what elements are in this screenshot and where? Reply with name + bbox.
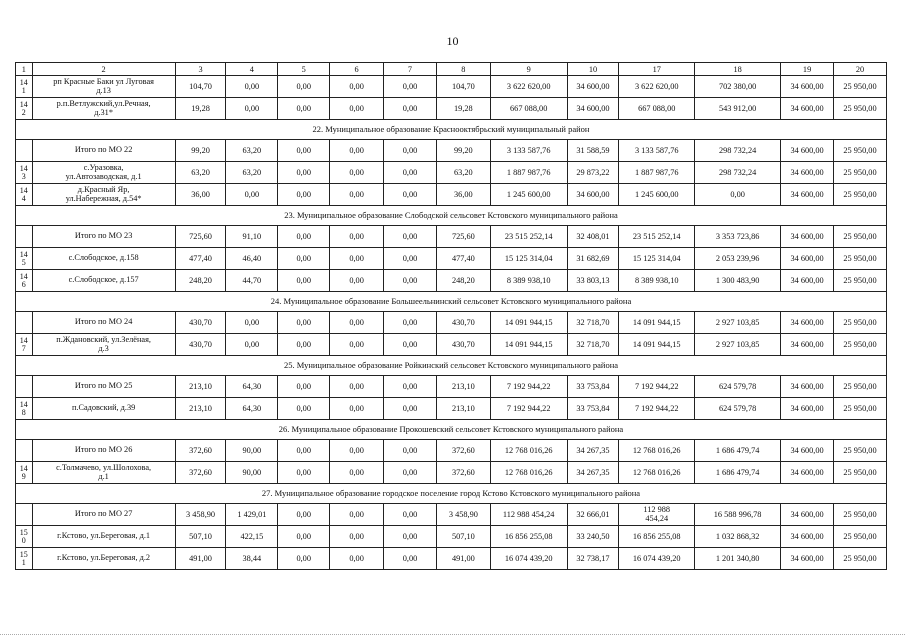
value-cell: 0,00 xyxy=(330,184,384,206)
address-cell: п.Ждановский, ул.Зелёная, д.3 xyxy=(32,334,175,356)
row-index xyxy=(16,440,33,462)
value-cell: 0,00 xyxy=(278,140,330,162)
address-cell: Итого по МО 22 xyxy=(32,140,175,162)
value-cell: 0,00 xyxy=(384,462,437,484)
value-cell: 0,00 xyxy=(330,376,384,398)
value-cell: 34 600,00 xyxy=(567,98,619,120)
column-header: 8 xyxy=(436,63,490,76)
value-cell: 25 950,00 xyxy=(834,98,887,120)
subtotal-row xyxy=(16,376,887,398)
section-heading-row xyxy=(16,206,887,226)
column-header: 5 xyxy=(278,63,330,76)
value-cell: 8 389 938,10 xyxy=(490,270,567,292)
row-index: 14 1 xyxy=(16,76,33,98)
value-cell: 34 600,00 xyxy=(781,140,834,162)
value-cell: 46,40 xyxy=(226,248,278,270)
value-cell: 0,00 xyxy=(330,334,384,356)
table-row xyxy=(16,462,887,484)
value-cell: 0,00 xyxy=(278,376,330,398)
value-cell: 34 600,00 xyxy=(781,376,834,398)
value-cell: 3 622 620,00 xyxy=(490,76,567,98)
value-cell: 34 267,35 xyxy=(567,462,619,484)
value-cell: 2 053 239,96 xyxy=(695,248,781,270)
value-cell: 2 927 103,85 xyxy=(695,312,781,334)
value-cell: 0,00 xyxy=(384,548,437,570)
row-index: 14 6 xyxy=(16,270,33,292)
value-cell: 16 074 439,20 xyxy=(490,548,567,570)
value-cell: 0,00 xyxy=(384,504,437,526)
value-cell: 36,00 xyxy=(175,184,226,206)
section-heading-row xyxy=(16,420,887,440)
value-cell: 0,00 xyxy=(330,398,384,420)
value-cell: 1 032 868,32 xyxy=(695,526,781,548)
value-cell: 0,00 xyxy=(384,76,437,98)
value-cell: 213,10 xyxy=(436,398,490,420)
section-heading: 22. Муниципальное образование Краснооктябрьский муниципальный район xyxy=(16,120,887,140)
value-cell: 1 887 987,76 xyxy=(619,162,695,184)
value-cell: 430,70 xyxy=(436,312,490,334)
value-cell: 14 091 944,15 xyxy=(490,312,567,334)
table-row xyxy=(16,398,887,420)
value-cell: 64,30 xyxy=(226,376,278,398)
value-cell: 3 133 587,76 xyxy=(490,140,567,162)
value-cell: 0,00 xyxy=(278,226,330,248)
table-row xyxy=(16,98,887,120)
value-cell: 491,00 xyxy=(436,548,490,570)
value-cell: 624 579,78 xyxy=(695,398,781,420)
value-cell: 25 950,00 xyxy=(834,270,887,292)
address-cell: Итого по МО 26 xyxy=(32,440,175,462)
column-header: 6 xyxy=(330,63,384,76)
value-cell: 0,00 xyxy=(278,504,330,526)
value-cell: 0,00 xyxy=(384,398,437,420)
value-cell: 491,00 xyxy=(175,548,226,570)
value-cell: 430,70 xyxy=(175,312,226,334)
value-cell: 99,20 xyxy=(436,140,490,162)
value-cell: 25 950,00 xyxy=(834,334,887,356)
value-cell: 90,00 xyxy=(226,440,278,462)
address-cell: Итого по МО 24 xyxy=(32,312,175,334)
section-heading-row xyxy=(16,356,887,376)
value-cell: 248,20 xyxy=(436,270,490,292)
value-cell: 34 600,00 xyxy=(781,548,834,570)
row-index xyxy=(16,140,33,162)
value-cell: 0,00 xyxy=(384,312,437,334)
value-cell: 0,00 xyxy=(330,270,384,292)
value-cell: 23 515 252,14 xyxy=(490,226,567,248)
value-cell: 0,00 xyxy=(278,98,330,120)
subtotal-row xyxy=(16,440,887,462)
value-cell: 0,00 xyxy=(226,334,278,356)
value-cell: 2 927 103,85 xyxy=(695,334,781,356)
address-cell: с.Слободское, д.157 xyxy=(32,270,175,292)
value-cell: 0,00 xyxy=(384,376,437,398)
column-header: 3 xyxy=(175,63,226,76)
value-cell: 25 950,00 xyxy=(834,76,887,98)
value-cell: 0,00 xyxy=(384,184,437,206)
value-cell: 0,00 xyxy=(278,76,330,98)
value-cell: 702 380,00 xyxy=(695,76,781,98)
value-cell: 33 803,13 xyxy=(567,270,619,292)
value-cell: 667 088,00 xyxy=(619,98,695,120)
value-cell: 298 732,24 xyxy=(695,140,781,162)
value-cell: 112 988 454,24 xyxy=(619,504,695,526)
value-cell: 90,00 xyxy=(226,462,278,484)
value-cell: 32 738,17 xyxy=(567,548,619,570)
value-cell: 0,00 xyxy=(278,184,330,206)
value-cell: 3 622 620,00 xyxy=(619,76,695,98)
table-row xyxy=(16,548,887,570)
value-cell: 14 091 944,15 xyxy=(490,334,567,356)
value-cell: 104,70 xyxy=(436,76,490,98)
value-cell: 16 856 255,08 xyxy=(490,526,567,548)
value-cell: 0,00 xyxy=(384,440,437,462)
value-cell: 63,20 xyxy=(436,162,490,184)
value-cell: 34 600,00 xyxy=(781,76,834,98)
value-cell: 3 458,90 xyxy=(175,504,226,526)
subtotal-row xyxy=(16,226,887,248)
value-cell: 14 091 944,15 xyxy=(619,312,695,334)
value-cell: 422,15 xyxy=(226,526,278,548)
value-cell: 14 091 944,15 xyxy=(619,334,695,356)
value-cell: 1 300 483,90 xyxy=(695,270,781,292)
value-cell: 624 579,78 xyxy=(695,376,781,398)
value-cell: 34 600,00 xyxy=(781,312,834,334)
section-heading-row xyxy=(16,484,887,504)
value-cell: 0,00 xyxy=(384,98,437,120)
value-cell: 15 125 314,04 xyxy=(490,248,567,270)
row-index: 14 2 xyxy=(16,98,33,120)
value-cell: 0,00 xyxy=(384,248,437,270)
value-cell: 213,10 xyxy=(175,398,226,420)
value-cell: 19,28 xyxy=(436,98,490,120)
value-cell: 372,60 xyxy=(436,462,490,484)
value-cell: 3 458,90 xyxy=(436,504,490,526)
value-cell: 0,00 xyxy=(330,504,384,526)
value-cell: 0,00 xyxy=(278,548,330,570)
value-cell: 25 950,00 xyxy=(834,140,887,162)
value-cell: 25 950,00 xyxy=(834,526,887,548)
value-cell: 0,00 xyxy=(330,548,384,570)
value-cell: 0,00 xyxy=(384,270,437,292)
table-row xyxy=(16,526,887,548)
column-header: 2 xyxy=(32,63,175,76)
row-index: 14 5 xyxy=(16,248,33,270)
row-index: 14 4 xyxy=(16,184,33,206)
row-index xyxy=(16,226,33,248)
value-cell: 507,10 xyxy=(175,526,226,548)
column-header: 20 xyxy=(834,63,887,76)
value-cell: 477,40 xyxy=(175,248,226,270)
value-cell: 34 600,00 xyxy=(781,162,834,184)
value-cell: 32 718,70 xyxy=(567,334,619,356)
value-cell: 34 600,00 xyxy=(567,184,619,206)
value-cell: 0,00 xyxy=(330,226,384,248)
table-row xyxy=(16,76,887,98)
value-cell: 64,30 xyxy=(226,398,278,420)
column-header: 10 xyxy=(567,63,619,76)
value-cell: 0,00 xyxy=(384,226,437,248)
value-cell: 63,20 xyxy=(226,162,278,184)
value-cell: 213,10 xyxy=(436,376,490,398)
value-cell: 34 600,00 xyxy=(781,462,834,484)
value-cell: 667 088,00 xyxy=(490,98,567,120)
value-cell: 112 988 454,24 xyxy=(490,504,567,526)
table-row xyxy=(16,270,887,292)
value-cell: 34 600,00 xyxy=(781,526,834,548)
value-cell: 25 950,00 xyxy=(834,376,887,398)
value-cell: 430,70 xyxy=(175,334,226,356)
value-cell: 0,00 xyxy=(384,526,437,548)
value-cell: 33 753,84 xyxy=(567,398,619,420)
value-cell: 1 245 600,00 xyxy=(490,184,567,206)
value-cell: 1 245 600,00 xyxy=(619,184,695,206)
value-cell: 34 600,00 xyxy=(567,76,619,98)
value-cell: 1 887 987,76 xyxy=(490,162,567,184)
value-cell: 31 588,59 xyxy=(567,140,619,162)
value-cell: 725,60 xyxy=(175,226,226,248)
value-cell: 8 389 938,10 xyxy=(619,270,695,292)
row-index: 14 3 xyxy=(16,162,33,184)
value-cell: 12 768 016,26 xyxy=(619,462,695,484)
value-cell: 31 682,69 xyxy=(567,248,619,270)
address-cell: г.Кстово, ул.Береговая, д.1 xyxy=(32,526,175,548)
value-cell: 33 240,50 xyxy=(567,526,619,548)
value-cell: 0,00 xyxy=(330,162,384,184)
value-cell: 0,00 xyxy=(226,312,278,334)
value-cell: 34 600,00 xyxy=(781,270,834,292)
value-cell: 0,00 xyxy=(278,462,330,484)
value-cell: 16 856 255,08 xyxy=(619,526,695,548)
value-cell: 34 600,00 xyxy=(781,98,834,120)
value-cell: 3 133 587,76 xyxy=(619,140,695,162)
value-cell: 1 686 479,74 xyxy=(695,440,781,462)
value-cell: 25 950,00 xyxy=(834,184,887,206)
value-cell: 7 192 944,22 xyxy=(490,376,567,398)
address-cell: с.Слободское, д.158 xyxy=(32,248,175,270)
value-cell: 15 125 314,04 xyxy=(619,248,695,270)
value-cell: 1 686 479,74 xyxy=(695,462,781,484)
value-cell: 29 873,22 xyxy=(567,162,619,184)
value-cell: 430,70 xyxy=(436,334,490,356)
value-cell: 34 600,00 xyxy=(781,398,834,420)
value-cell: 0,00 xyxy=(278,440,330,462)
value-cell: 25 950,00 xyxy=(834,226,887,248)
value-cell: 34 600,00 xyxy=(781,440,834,462)
value-cell: 372,60 xyxy=(175,440,226,462)
value-cell: 0,00 xyxy=(278,162,330,184)
value-cell: 44,70 xyxy=(226,270,278,292)
value-cell: 104,70 xyxy=(175,76,226,98)
register-table xyxy=(15,62,887,570)
value-cell: 63,20 xyxy=(175,162,226,184)
value-cell: 1 429,01 xyxy=(226,504,278,526)
value-cell: 477,40 xyxy=(436,248,490,270)
address-cell: с.Толмачево, ул.Шолохова, д.1 xyxy=(32,462,175,484)
value-cell: 213,10 xyxy=(175,376,226,398)
header-row xyxy=(16,63,887,76)
value-cell: 0,00 xyxy=(330,140,384,162)
row-index xyxy=(16,312,33,334)
value-cell: 38,44 xyxy=(226,548,278,570)
value-cell: 23 515 252,14 xyxy=(619,226,695,248)
value-cell: 0,00 xyxy=(330,462,384,484)
row-index: 14 8 xyxy=(16,398,33,420)
value-cell: 725,60 xyxy=(436,226,490,248)
value-cell: 19,28 xyxy=(175,98,226,120)
value-cell: 12 768 016,26 xyxy=(490,440,567,462)
column-header: 9 xyxy=(490,63,567,76)
address-cell: с.Уразовка, ул.Автозаводская, д.1 xyxy=(32,162,175,184)
column-header: 1 xyxy=(16,63,33,76)
value-cell: 25 950,00 xyxy=(834,162,887,184)
row-index: 14 9 xyxy=(16,462,33,484)
row-index: 15 0 xyxy=(16,526,33,548)
value-cell: 12 768 016,26 xyxy=(490,462,567,484)
table-row xyxy=(16,334,887,356)
value-cell: 0,00 xyxy=(226,76,278,98)
value-cell: 0,00 xyxy=(330,248,384,270)
value-cell: 7 192 944,22 xyxy=(619,398,695,420)
value-cell: 0,00 xyxy=(330,312,384,334)
value-cell: 0,00 xyxy=(278,248,330,270)
value-cell: 0,00 xyxy=(330,98,384,120)
value-cell: 0,00 xyxy=(384,162,437,184)
value-cell: 7 192 944,22 xyxy=(490,398,567,420)
section-heading: 23. Муниципальное образование Слободской сельсовет Кстовского муниципального района xyxy=(16,206,887,226)
address-cell: рп Красные Баки ул Луговая д.13 xyxy=(32,76,175,98)
address-cell: п.Садовский, д.39 xyxy=(32,398,175,420)
table-row xyxy=(16,162,887,184)
value-cell: 34 600,00 xyxy=(781,184,834,206)
value-cell: 0,00 xyxy=(278,526,330,548)
value-cell: 0,00 xyxy=(330,440,384,462)
value-cell: 25 950,00 xyxy=(834,548,887,570)
section-heading: 25. Муниципальное образование Ройкинский сельсовет Кстовского муниципального района xyxy=(16,356,887,376)
row-index xyxy=(16,504,33,526)
value-cell: 33 753,84 xyxy=(567,376,619,398)
value-cell: 0,00 xyxy=(278,270,330,292)
address-cell: р.п.Ветлужский,ул.Речная, д.31* xyxy=(32,98,175,120)
value-cell: 32 408,01 xyxy=(567,226,619,248)
value-cell: 3 353 723,86 xyxy=(695,226,781,248)
section-heading: 24. Муниципальное образование Большеельнинский сельсовет Кстовского муниципального района xyxy=(16,292,887,312)
address-cell: г.Кстово, ул.Береговая, д.2 xyxy=(32,548,175,570)
value-cell: 0,00 xyxy=(330,526,384,548)
value-cell: 99,20 xyxy=(175,140,226,162)
value-cell: 0,00 xyxy=(695,184,781,206)
value-cell: 25 950,00 xyxy=(834,504,887,526)
value-cell: 0,00 xyxy=(226,98,278,120)
section-heading: 26. Муниципальное образование Прокошевский сельсовет Кстовского муниципального района xyxy=(16,420,887,440)
column-header: 19 xyxy=(781,63,834,76)
value-cell: 543 912,00 xyxy=(695,98,781,120)
address-cell: Итого по МО 25 xyxy=(32,376,175,398)
address-cell: Итого по МО 27 xyxy=(32,504,175,526)
value-cell: 25 950,00 xyxy=(834,248,887,270)
scan-edge xyxy=(0,634,905,638)
value-cell: 34 267,35 xyxy=(567,440,619,462)
table-row xyxy=(16,184,887,206)
value-cell: 91,10 xyxy=(226,226,278,248)
row-index: 15 1 xyxy=(16,548,33,570)
value-cell: 0,00 xyxy=(278,398,330,420)
value-cell: 0,00 xyxy=(278,312,330,334)
page-number: 10 xyxy=(446,34,459,48)
value-cell: 32 666,01 xyxy=(567,504,619,526)
value-cell: 34 600,00 xyxy=(781,248,834,270)
address-cell: Итого по МО 23 xyxy=(32,226,175,248)
value-cell: 1 201 340,80 xyxy=(695,548,781,570)
value-cell: 16 074 439,20 xyxy=(619,548,695,570)
value-cell: 36,00 xyxy=(436,184,490,206)
value-cell: 372,60 xyxy=(175,462,226,484)
value-cell: 25 950,00 xyxy=(834,440,887,462)
value-cell: 7 192 944,22 xyxy=(619,376,695,398)
value-cell: 0,00 xyxy=(226,184,278,206)
value-cell: 0,00 xyxy=(330,76,384,98)
subtotal-row xyxy=(16,504,887,526)
value-cell: 0,00 xyxy=(384,140,437,162)
section-heading-row xyxy=(16,120,887,140)
column-header: 7 xyxy=(384,63,437,76)
value-cell: 0,00 xyxy=(278,334,330,356)
section-heading: 27. Муниципальное образование городское поселение город Кстово Кстовского муниципального района xyxy=(16,484,887,504)
value-cell: 25 950,00 xyxy=(834,312,887,334)
column-header: 4 xyxy=(226,63,278,76)
value-cell: 0,00 xyxy=(384,334,437,356)
value-cell: 34 600,00 xyxy=(781,226,834,248)
value-cell: 32 718,70 xyxy=(567,312,619,334)
value-cell: 34 600,00 xyxy=(781,334,834,356)
row-index xyxy=(16,376,33,398)
address-cell: д.Красный Яр, ул.Набережная, д.54* xyxy=(32,184,175,206)
value-cell: 12 768 016,26 xyxy=(619,440,695,462)
value-cell: 25 950,00 xyxy=(834,398,887,420)
value-cell: 16 588 996,78 xyxy=(695,504,781,526)
value-cell: 507,10 xyxy=(436,526,490,548)
column-header: 18 xyxy=(695,63,781,76)
table-row xyxy=(16,248,887,270)
value-cell: 372,60 xyxy=(436,440,490,462)
value-cell: 34 600,00 xyxy=(781,504,834,526)
value-cell: 25 950,00 xyxy=(834,462,887,484)
row-index: 14 7 xyxy=(16,334,33,356)
value-cell: 248,20 xyxy=(175,270,226,292)
column-header: 17 xyxy=(619,63,695,76)
subtotal-row xyxy=(16,140,887,162)
value-cell: 298 732,24 xyxy=(695,162,781,184)
section-heading-row xyxy=(16,292,887,312)
value-cell: 63,20 xyxy=(226,140,278,162)
subtotal-row xyxy=(16,312,887,334)
